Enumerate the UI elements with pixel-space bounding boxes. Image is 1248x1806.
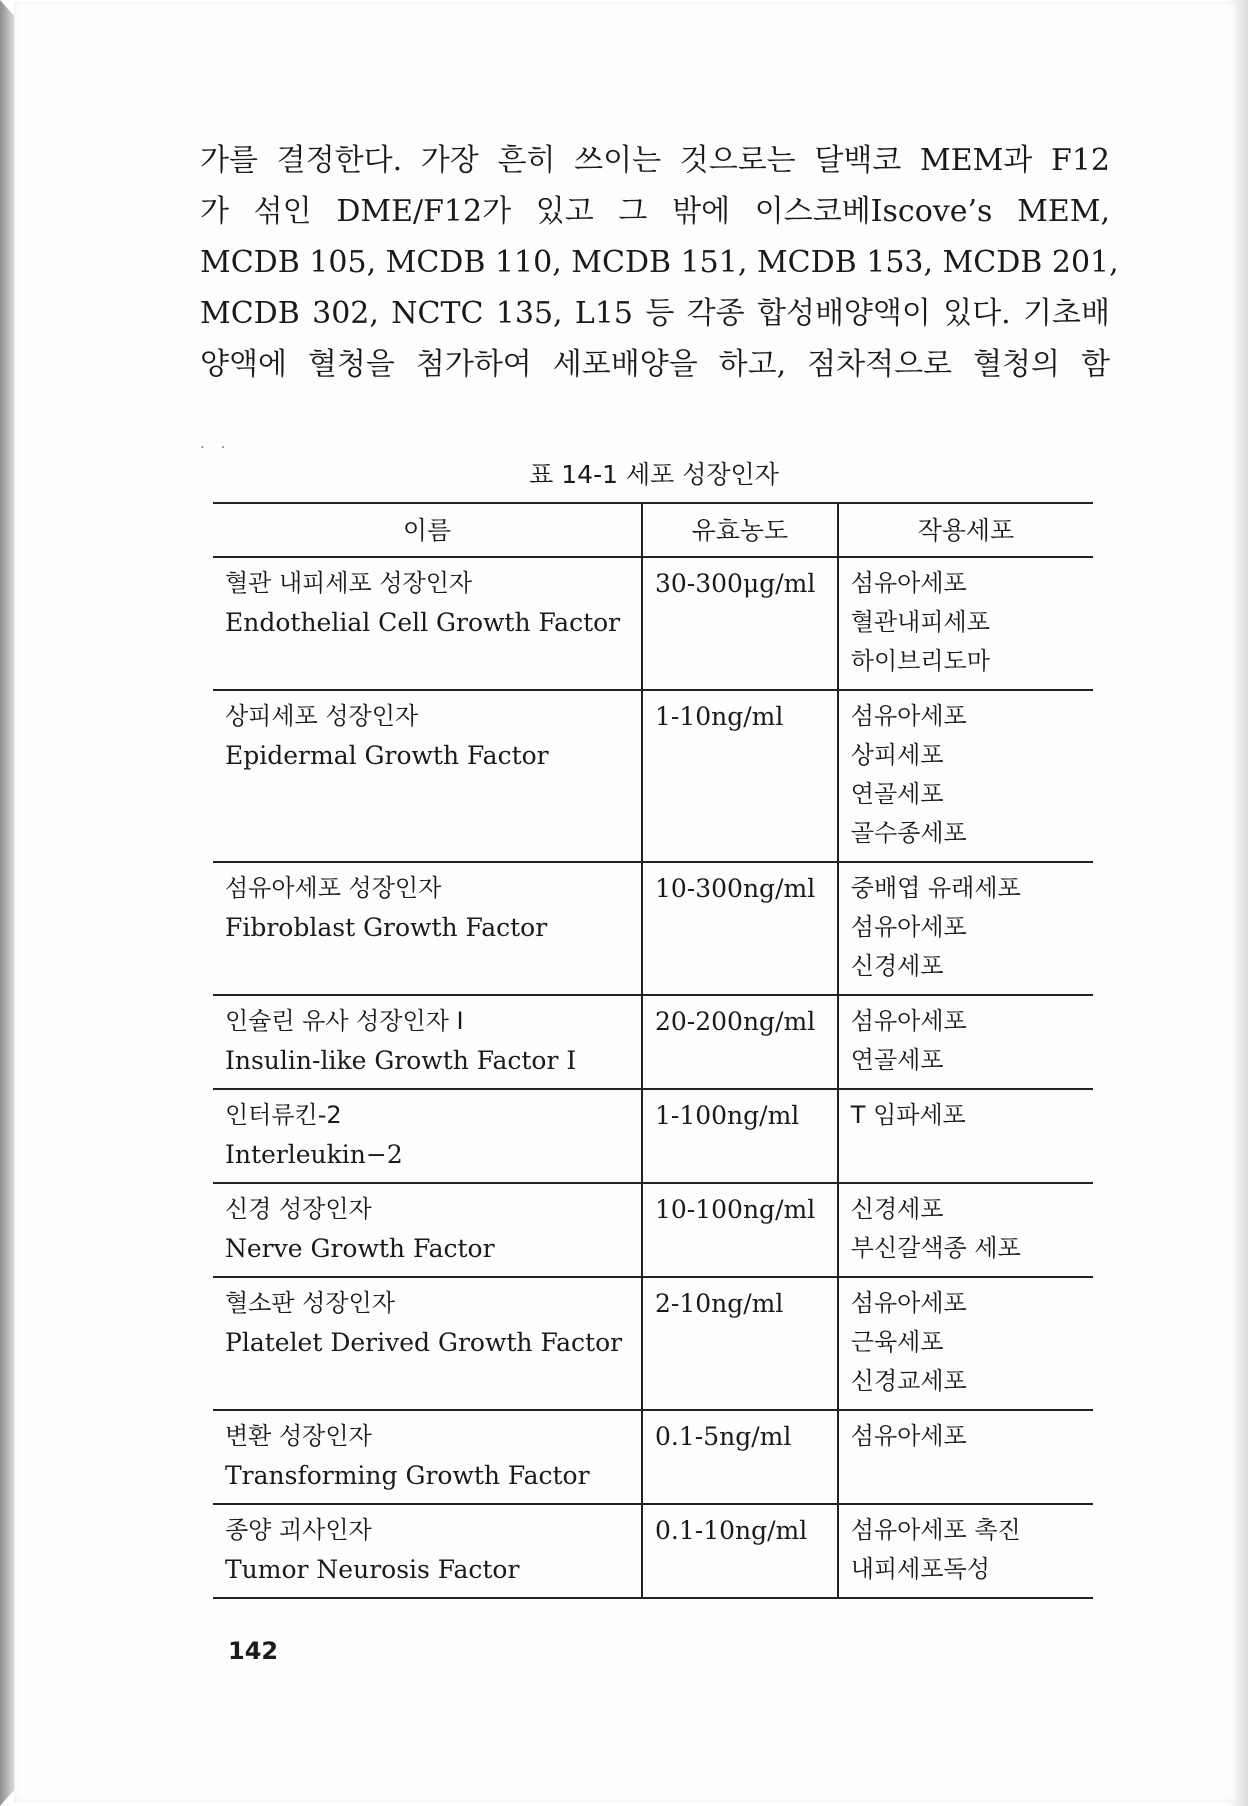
target-cell-item: 하이브리도마 [850,647,990,675]
cell-target-cells [838,1183,1093,1277]
cell-factor-name [213,690,642,862]
target-cell-item: 연골세포 [850,1046,944,1074]
factor-name-korean: 혈관 내피세포 성장인자 [225,569,473,597]
body-line: MCDB 302, NCTC 135, L15 등 각종 합성배양액이 있다. 기초배 [200,296,1110,331]
body-line: MCDB 105, MCDB 110, MCDB 151, MCDB 153, MCDB 201, [200,245,1119,280]
table-row [213,995,1093,1089]
factor-name-english: Epidermal Growth Factor [225,741,549,770]
cell-target-cells [838,995,1093,1089]
table-row [213,690,1093,862]
table-row [213,1183,1093,1277]
stray-marks: · · [200,440,232,456]
cell-concentration: 0.1-5ng/ml [642,1410,838,1504]
factor-name-korean: 종양 괴사인자 [225,1516,372,1544]
target-cell-item: 혈관내피세포 [850,608,990,636]
factor-name-korean: 인슐린 유사 성장인자 I [225,1007,464,1035]
table-row [213,1277,1093,1410]
table-row [213,1410,1093,1504]
target-cell-item: 중배엽 유래세포 [850,874,1021,902]
cell-target-cells [838,1277,1093,1410]
body-line: 가를 결정한다. 가장 흔히 쓰이는 것으로는 달백코 MEM과 F12 [200,143,1110,178]
target-cell-item: 신경세포 [850,952,944,980]
cell-target-cells [838,1089,1093,1183]
cell-concentration: 10-100ng/ml [642,1183,838,1277]
table-row [213,1089,1093,1183]
page-number: 142 [228,1637,279,1665]
table-row [213,557,1093,690]
table-caption: 표 14-1 세포 성장인자 [529,460,779,489]
cell-target-cells [838,1504,1093,1598]
cell-target-cells [838,690,1093,862]
factor-name-english: Insulin-like Growth Factor I [225,1046,577,1075]
target-cell-item: T 임파세포 [850,1101,966,1129]
target-cell-item: 부신갈색종 세포 [850,1234,1021,1262]
body-line: 양액에 혈청을 첨가하여 세포배양을 하고, 점차적으로 혈청의 함 [200,347,1110,382]
factor-name-korean: 변환 성장인자 [225,1422,372,1450]
cell-factor-name [213,995,642,1089]
cell-target-cells [838,1410,1093,1504]
target-cell-item: 연골세포 [850,780,944,808]
table-row [213,1504,1093,1598]
factor-name-english: Platelet Derived Growth Factor [225,1328,623,1357]
cell-factor-name [213,1183,642,1277]
cell-concentration: 2-10ng/ml [642,1277,838,1410]
body-line: 가 섞인 DME/F12가 있고 그 밖에 이스코베Iscove’s MEM, [200,194,1110,229]
factor-name-english: Nerve Growth Factor [225,1234,495,1263]
cell-factor-name [213,1089,642,1183]
cell-target-cells [838,557,1093,690]
cell-concentration: 10-300ng/ml [642,862,838,995]
cell-factor-name [213,557,642,690]
factor-name-korean: 인터류킨-2 [225,1101,342,1129]
cell-concentration: 0.1-10ng/ml [642,1504,838,1598]
factor-name-english: Transforming Growth Factor [225,1461,590,1490]
table-header-row [213,503,1093,557]
target-cell-item: 섬유아세포 [850,1289,967,1317]
target-cell-item: 신경세포 [850,1195,944,1223]
target-cell-item: 섬유아세포 촉진 [850,1516,1021,1544]
factor-name-english: Interleukin−2 [225,1140,403,1169]
target-cell-item: 신경교세포 [850,1367,967,1395]
target-cell-item: 내피세포독성 [850,1555,990,1583]
target-cell-item: 근육세포 [850,1328,944,1356]
target-cell-item: 골수종세포 [850,819,967,847]
growth-factor-table [213,502,1093,1599]
cell-concentration: 30-300μg/ml [642,557,838,690]
factor-name-english: Tumor Neurosis Factor [225,1555,520,1584]
cell-target-cells [838,862,1093,995]
factor-name-korean: 신경 성장인자 [225,1195,372,1223]
cell-concentration: 1-100ng/ml [642,1089,838,1183]
cell-factor-name [213,1277,642,1410]
cell-concentration: 1-10ng/ml [642,690,838,862]
cell-factor-name [213,1504,642,1598]
target-cell-item: 섬유아세포 [850,702,967,730]
header-name: 이름 [213,503,642,557]
header-target-cells: 작용세포 [838,503,1093,557]
cell-factor-name [213,1410,642,1504]
factor-name-english: Fibroblast Growth Factor [225,913,548,942]
target-cell-item: 섬유아세포 [850,1422,967,1450]
factor-name-korean: 섬유아세포 성장인자 [225,874,442,902]
factor-name-korean: 혈소판 성장인자 [225,1289,395,1317]
header-concentration: 유효농도 [642,503,838,557]
cell-factor-name [213,862,642,995]
factor-name-english: Endothelial Cell Growth Factor [225,608,621,637]
target-cell-item: 상피세포 [850,741,944,769]
target-cell-item: 섬유아세포 [850,913,967,941]
target-cell-item: 섬유아세포 [850,1007,967,1035]
body-paragraph [200,135,1119,390]
cell-concentration: 20-200ng/ml [642,995,838,1089]
table-row [213,862,1093,995]
factor-name-korean: 상피세포 성장인자 [225,702,419,730]
target-cell-item: 섬유아세포 [850,569,967,597]
